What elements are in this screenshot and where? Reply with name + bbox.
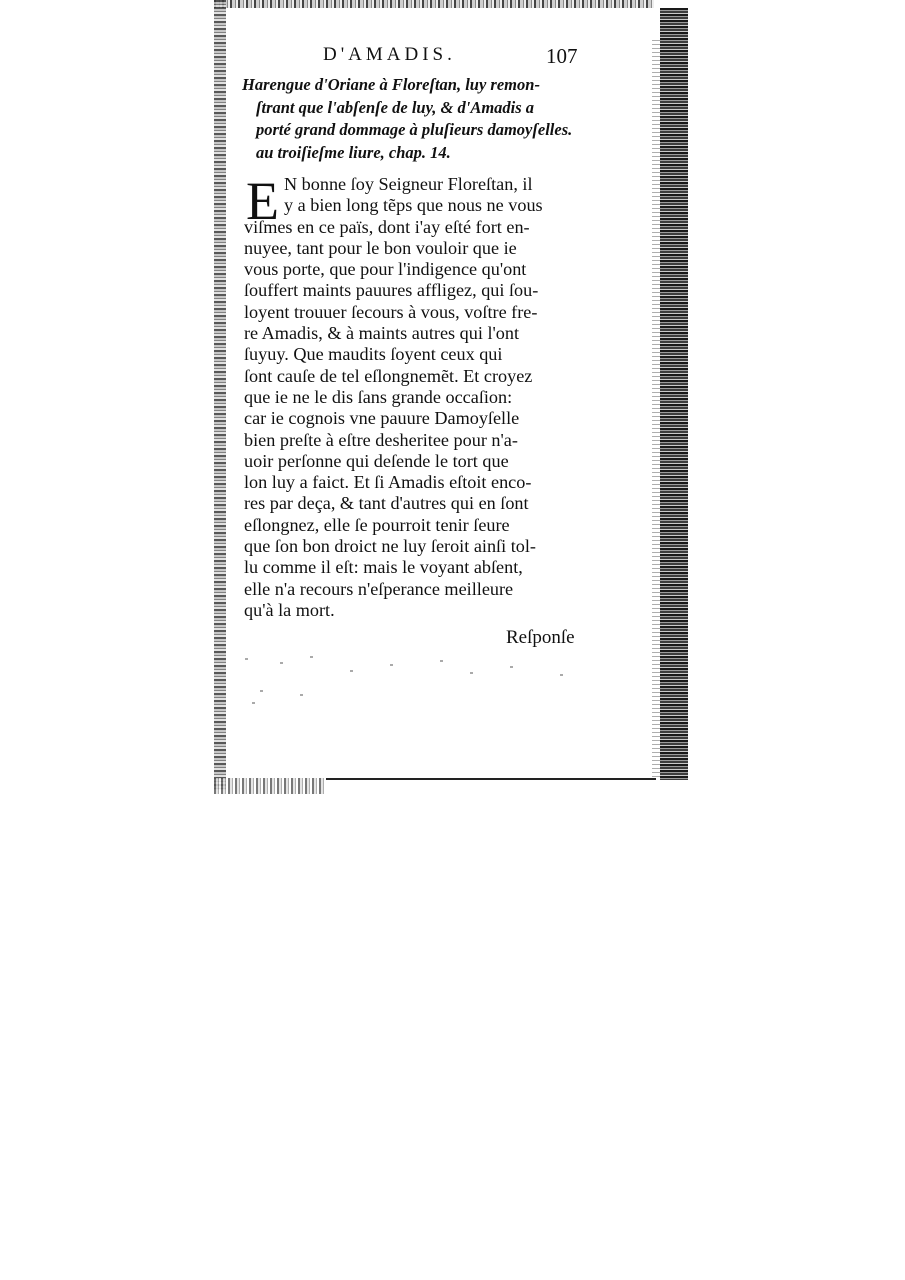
scan-specks bbox=[240, 650, 600, 710]
text-line: N bonne ſoy Seigneur Floreſtan, il bbox=[284, 174, 533, 194]
text-line: uoir perſonne qui deſende le tort que bbox=[244, 450, 509, 471]
text-line: res par deça, & tant d'autres qui en ſont bbox=[244, 493, 529, 514]
text-line: que ſon bon droict ne luy ſeroit ainſi tol- bbox=[244, 536, 536, 557]
text-line: viſmes en ce païs, dont i'ay eſté fort en- bbox=[244, 216, 530, 237]
catchword: Reſponſe bbox=[506, 627, 575, 648]
text-line: lon luy a faict. Et ſi Amadis eſtoit enco- bbox=[244, 472, 532, 493]
chapter-heading-line: Harengue d'Oriane à Floreſtan, luy remon- bbox=[242, 75, 540, 94]
text-line: loyent trouuer ſecours à vous, voſtre fre- bbox=[244, 301, 538, 322]
chapter-heading-line: au troiſieſme liure, chap. 14. bbox=[256, 142, 451, 162]
drop-cap: E bbox=[246, 171, 279, 231]
text-line: re Amadis, & à maints autres qui l'ont bbox=[244, 323, 520, 344]
text-line: ſouffert maints pauures affligez, qui ſou- bbox=[244, 280, 539, 301]
text-line: elle n'a recours n'eſperance meilleure bbox=[244, 578, 514, 599]
text-line: car ie cognois vne pauure Damoyſelle bbox=[244, 408, 520, 429]
text-line: bien preſte à eſtre desheritee pour n'a- bbox=[244, 429, 518, 450]
text-line: ſuyuy. Que maudits ſoyent ceux qui bbox=[244, 344, 503, 365]
scan-page-shadow bbox=[652, 40, 660, 780]
text-line: nuyee, tant pour le bon vouloir que ie bbox=[244, 237, 517, 258]
scan-bottom-left bbox=[214, 778, 326, 794]
chapter-heading-line: porté grand dommage à pluſieurs damoyſelles. bbox=[256, 120, 573, 139]
text-line: qu'à la mort. bbox=[244, 599, 335, 620]
text-line: que ie ne le dis ſans grande occaſion: bbox=[244, 386, 513, 407]
text-line: eſlongnez, elle ſe pourroit tenir ſeure bbox=[244, 514, 510, 535]
book-page bbox=[228, 0, 648, 780]
body-text bbox=[244, 171, 610, 621]
text-line: y a bien long tẽps que nous ne vous bbox=[284, 195, 543, 216]
page-number: 107 bbox=[546, 44, 578, 68]
running-head: D'AMADIS. bbox=[323, 44, 456, 65]
text-line: lu comme il eſt: mais le voyant abſent, bbox=[244, 557, 523, 578]
scan-right-edge bbox=[660, 8, 688, 780]
chapter-heading-line: ſtrant que l'abſenſe de luy, & d'Amadis a bbox=[256, 97, 535, 117]
text-line: vous porte, que pour l'indigence qu'ont bbox=[244, 259, 527, 280]
chapter-heading bbox=[242, 74, 598, 164]
text-line: ſont cauſe de tel eſlongnemẽt. Et croyez bbox=[244, 365, 533, 386]
scan-left-edge bbox=[214, 0, 226, 790]
